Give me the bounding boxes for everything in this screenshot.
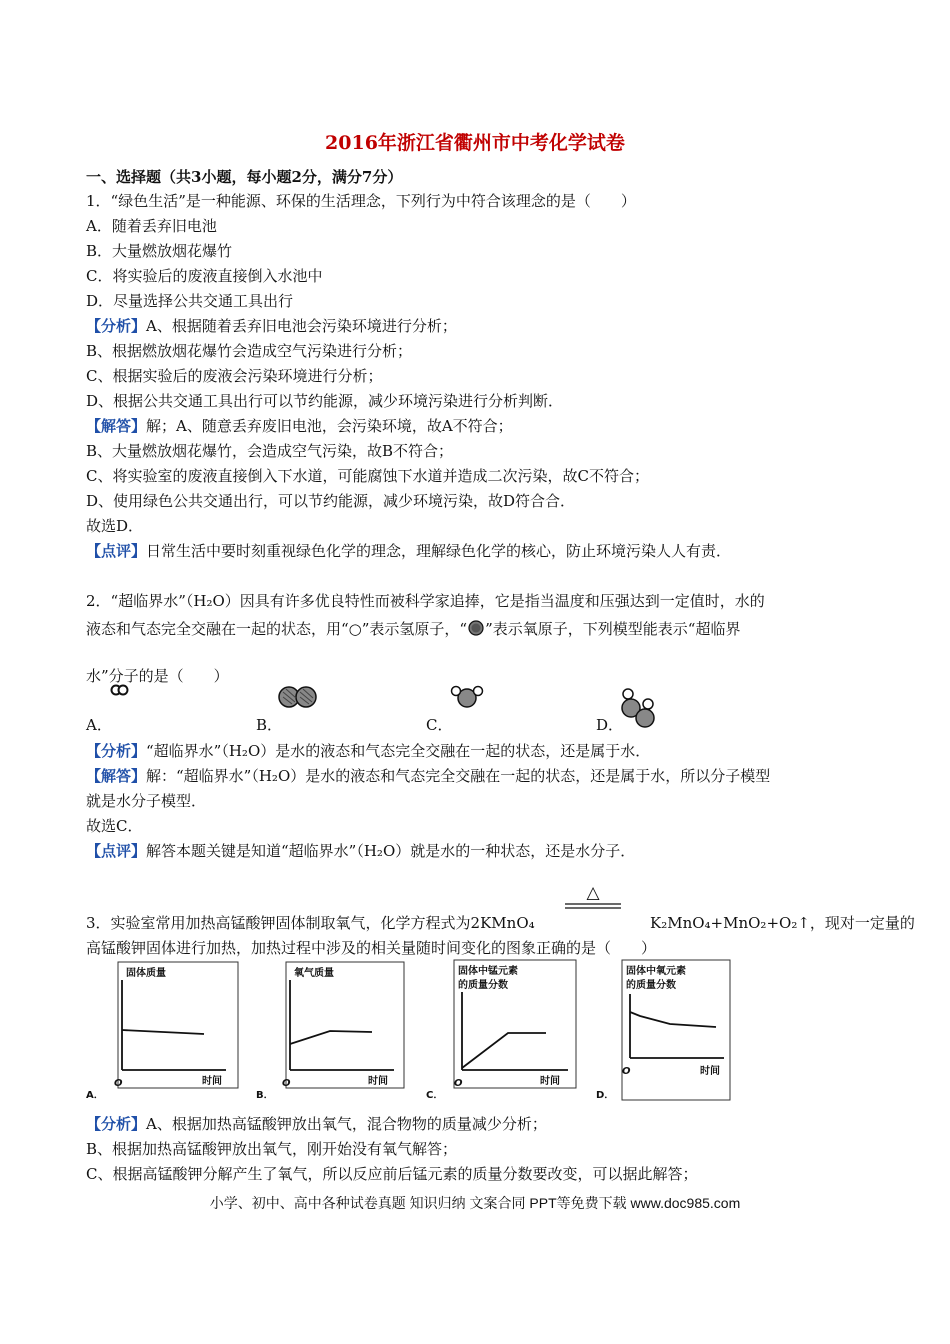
q3-stem-equation-products: K₂MnO₄+MnO₂+O₂↑，现对一定量的	[650, 914, 915, 932]
graph-c-origin: O	[454, 1078, 463, 1089]
graph-c-label: C．	[426, 1090, 444, 1101]
q2-option-c: C．	[426, 716, 453, 734]
graph-d-xlabel: 时间	[700, 1066, 720, 1077]
q2-stem-line2: 液态和气态完全交融在一起的状态，用“○”表示氢原子，“ ”表示氧原子，下列模型能表示“超临界	[86, 620, 741, 638]
graph-b-label: B．	[256, 1090, 274, 1101]
q1-option-d: D．尽量选择公共交通工具出行	[86, 292, 294, 310]
q1-analysis-line: B、根据燃放烟花爆竹会造成空气污染进行分析；	[86, 342, 413, 360]
q3-stem: 3．实验室常用加热高锰酸钾固体制取氧气，化学方程式为2KMnO₄	[86, 914, 535, 932]
graph-d-ylabel-line1: 固体中氧元素	[626, 966, 686, 977]
q2-analysis: 【分析】“超临界水”（H₂O）是水的液态和气态完全交融在一起的状态，还是属于水．	[86, 742, 651, 760]
q2-choice: 故选C．	[86, 817, 143, 835]
q1-answer-line: D、使用绿色公共交通出行，可以节约能源，减少环境污染，故D符合合．	[86, 492, 576, 510]
graph-d	[596, 958, 756, 1108]
q2-answer: 【解答】解：“超临界水”（H₂O）是水的液态和气态完全交融在一起的状态，还是属于水，所以分子模型	[86, 767, 771, 785]
heating-condition-icon	[563, 880, 623, 910]
oxygen-atom-icon	[467, 619, 485, 637]
q2-comment: 【点评】解答本题关键是知道“超临界水”（H₂O）就是水的一种状态，还是水分子．	[86, 842, 636, 860]
delta-symbol: △	[586, 883, 600, 903]
molecule-d-icon	[618, 686, 660, 730]
graph-a	[86, 958, 246, 1108]
q2-option-b: B．	[256, 716, 283, 734]
graph-c-xlabel: 时间	[540, 1076, 560, 1087]
q2-option-a: A．	[86, 716, 112, 734]
molecule-a-icon	[110, 684, 130, 696]
q2-stem-line3: 水”分子的是（ ）	[86, 667, 229, 685]
page-footer: 小学、初中、高中各种试卷真题 知识归纳 文案合同 PPT等免费下载 www.doc985.com	[209, 1195, 741, 1211]
graph-b-origin: O	[282, 1078, 291, 1089]
analysis-tag: 【分析】	[86, 742, 147, 760]
q1-stem: 1．“绿色生活”是一种能源、环保的生活理念，下列行为中符合该理念的是（ ）	[86, 192, 636, 210]
graph-b-ylabel: 氧气质量	[294, 968, 334, 979]
analysis-tag: 【分析】	[86, 1115, 147, 1133]
graph-a-label: A．	[86, 1090, 104, 1101]
graph-d-ylabel-line2: 的质量分数	[626, 980, 676, 991]
document-title: 2016年浙江省衢州市中考化学试卷	[325, 132, 625, 154]
q3-analysis: 【分析】A、根据加热高锰酸钾放出氧气，混合物物的质量减少分析；	[86, 1115, 547, 1133]
graph-a-ylabel: 固体质量	[126, 968, 166, 979]
q1-answer-line: C、将实验室的废液直接倒入下水道，可能腐蚀下水道并造成二次污染，故C不符合；	[86, 467, 649, 485]
graph-b	[256, 958, 416, 1108]
graph-a-origin: O	[114, 1078, 123, 1089]
molecule-b-icon	[278, 684, 318, 710]
graph-b-xlabel: 时间	[368, 1076, 388, 1087]
graph-d-label: D．	[596, 1090, 615, 1101]
q1-option-a: A．随着丢弃旧电池	[86, 217, 217, 235]
q1-comment: 【点评】日常生活中要时刻重视绿色化学的理念，理解绿色化学的核心，防止环境污染人人有责．	[86, 542, 732, 560]
q3-analysis-line: C、根据高锰酸钾分解产生了氧气，所以反应前后锰元素的质量分数要改变，可以据此解答；	[86, 1165, 698, 1183]
q1-analysis: 【分析】A、根据随着丢弃旧电池会污染环境进行分析；	[86, 317, 457, 335]
comment-tag: 【点评】	[86, 842, 147, 860]
q2-answer-line: 就是水分子模型．	[86, 792, 207, 810]
q2-option-d: D．	[596, 716, 624, 734]
graph-c-ylabel-line1: 固体中锰元素	[458, 966, 518, 977]
molecule-c-icon	[450, 684, 484, 710]
answer-tag: 【解答】	[86, 767, 147, 785]
q2-stem: 2．“超临界水”（H₂O）因具有许多优良特性而被科学家追捧，它是指当温度和压强达到一定值时，水的	[86, 592, 765, 610]
answer-tag: 【解答】	[86, 417, 147, 435]
graph-c-ylabel-line2: 的质量分数	[458, 980, 508, 991]
comment-tag: 【点评】	[86, 542, 147, 560]
section-heading: 一、选择题（共3小题，每小题2分，满分7分）	[86, 168, 403, 186]
q3-analysis-line: B、根据加热高锰酸钾放出氧气，刚开始没有氧气解答；	[86, 1140, 458, 1158]
q1-answer-line: B、大量燃放烟花爆竹，会造成空气污染，故B不符合；	[86, 442, 454, 460]
q1-analysis-line: C、根据实验后的废液会污染环境进行分析；	[86, 367, 383, 385]
q1-answer: 【解答】解；A、随意丢弃废旧电池，会污染环境，故A不符合；	[86, 417, 513, 435]
analysis-tag: 【分析】	[86, 317, 147, 335]
graph-c	[426, 958, 586, 1108]
q1-analysis-line: D、根据公共交通工具出行可以节约能源，减少环境污染进行分析判断．	[86, 392, 564, 410]
graph-a-xlabel: 时间	[202, 1076, 222, 1087]
q3-stem-line2: 高锰酸钾固体进行加热，加热过程中涉及的相关量随时间变化的图象正确的是（ ）	[86, 939, 657, 957]
q1-option-b: B．大量燃放烟花爆竹	[86, 242, 233, 260]
graph-d-origin: O	[622, 1066, 631, 1077]
q1-option-c: C．将实验后的废液直接倒入水池中	[86, 267, 323, 285]
q1-choice: 故选D．	[86, 517, 144, 535]
